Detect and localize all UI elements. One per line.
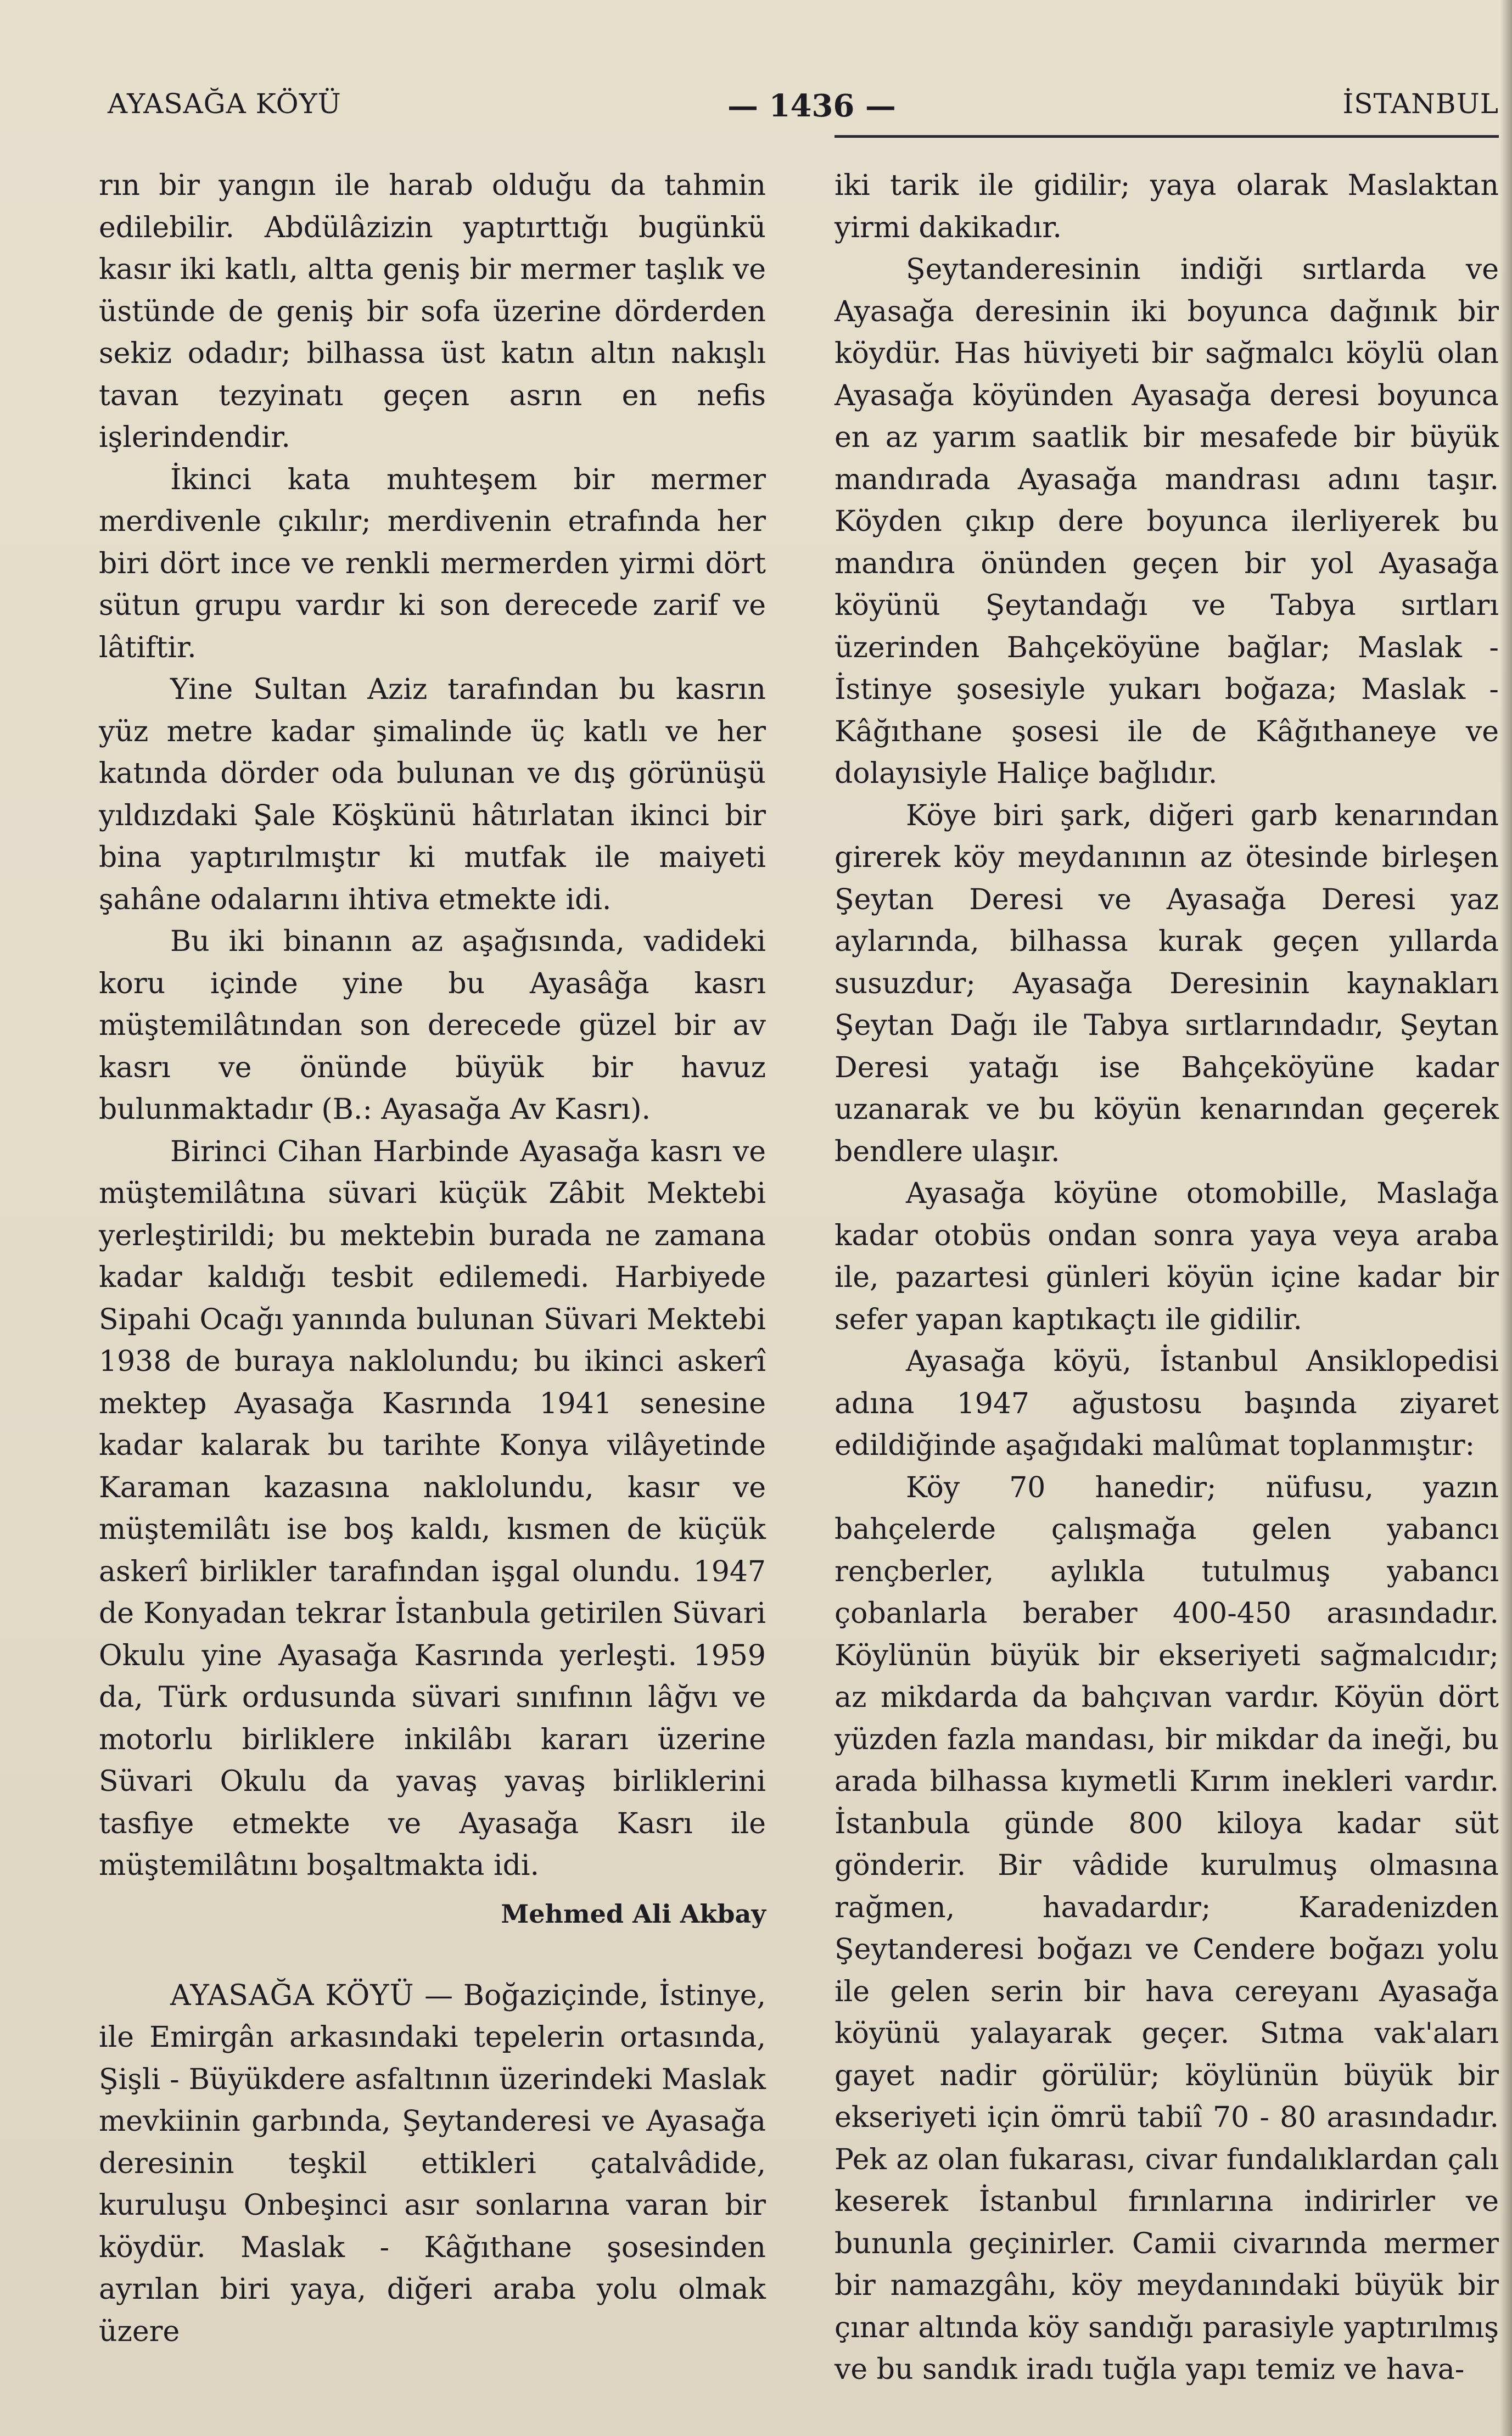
running-header [82,82,1499,132]
page-number: — 1436 — [727,88,896,124]
paragraph: iki tarik ile gidilir; yaya olarak Maslaktan yirmi dakikadır. [835,169,1499,244]
paragraph: Ayasağa köyü, İstanbul Ansiklopedisi adına 1947 ağustosu başında ziyaret edildiğinde aşağıdaki malûmat toplanmıştır: [835,1345,1499,1462]
paragraph: Şeytanderesinin indiği sırtlarda ve Ayasağa deresinin iki boyunca dağınık bir köydür. Has hüviyeti bir sağmalcı köylü olan Ayasağa köyünden Ayasağa deresi boyunca en az yarım saatlik bir mesafede bir büyük mandırada Ayasağa mandrası adını taşır. Köyden çıkıp dere boyunca ilerliyerek bu mandıra önünden geçen bir yol Ayasağa köyünü Şeytandağı ve Tabya sırtları üzerinden Bahçeköyüne bağlar; Maslak - İstinye şosesiyle yukarı boğaza; Maslak - Kâğıthane şosesi ile de Kâğıthaneye ve dolayısiyle Haliçe bağlıdır. [835,253,1499,790]
paragraph: Ayasağa köyüne otomobille, Maslağa kadar otobüs ondan sonra yaya veya araba ile, pazartesi günleri köyün içine kadar bir sefer yapan kaptıkaçtı ile gidilir. [835,1177,1499,1336]
entry-text: — Boğaziçinde, İstinye, ile Emirgân arkasındaki tepelerin ortasında, Şişli - Büyükdere asfaltının üzerindeki Maslak mevkiinin garbında, Şeytanderesi ve Ayasağa deresinin teşkil ettikleri çatalvâdide, kuruluşu Onbeşinci asır sonlarına varan bir köydür. Maslak - Kâğıthane şosesinden ayrılan biri yaya, diğeri araba yolu olmak üzere [99,1979,766,2348]
paragraph: Bu iki binanın az aşağısında, vadideki koru içinde yine bu Ayasâğa kasrı müştemilâtından son derecede güzel bir av kasrı ve önünde büyük bir havuz bulunmaktadır (B.: Ayasağa Av Kasrı). [99,925,766,1126]
right-column [835,165,1499,2391]
left-column [99,165,766,2353]
entry-paragraph [99,1975,766,2353]
paragraph: Yine Sultan Aziz tarafından bu kasrın yüz metre kadar şimalinde üç katlı ve her katında dörder oda bulunan ve dış görünüşü yıldızdaki Şale Köşkünü hâtırlatan ikinci bir bina yaptırılmıştır ki mutfak ile maiyeti şahâne odalarını ihtiva etmekte idi. [99,673,766,916]
paragraph: Köy 70 hanedir; nüfusu, yazın bahçelerde çalışmağa gelen yabancı rençberler, aylıkla tutulmuş yabancı çobanlarla beraber 400-450 arasındadır. Köylünün büyük bir ekseriyeti sağmalcıdır; az mikdarda da bahçıvan vardır. Köyün dört yüzden fazla mandası, bir mikdar da ineği, bu arada bilhassa kıymetli Kırım inekleri vardır. İstanbula günde 800 kiloya kadar süt gönderir. Bir vâdide kurulmuş olmasına rağmen, havadardır; Karadenizden Şeytanderesi boğazı ve Cendere boğazı yolu ile gelen serin bir hava cereyanı Ayasağa köyünü yalayarak geçer. Sıtma vak'aları gayet nadir görülür; köylünün büyük bir ekseriyeti için ömrü tabiî 70 - 80 arasındadır. Pek az olan fukarası, civar fundalıklardan çalı keserek İstanbul fırınlarına indirirler ve bununla geçinirler. Camii civarında mermer bir namazgâhı, köy meydanındaki büyük bir çınar altında köy sandığı parasiyle yaptırılmış ve bu sandık iradı tuğla yapı temiz ve hava- [835,1471,1499,2386]
paragraph: Köye biri şark, diğeri garb kenarından girerek köy meydanının az ötesinde birleşen Şeytan Deresi ve Ayasağa Deresi yaz aylarında, bilhassa kurak geçen yıllarda susuzdur; Ayasağa Deresinin kaynakları Şeytan Dağı ile Tabya sırtlarındadır, Şeytan Deresi yatağı ise Bahçeköyüne kadar uzanarak ve bu köyün kenarından geçerek bendlere ulaşır. [835,799,1499,1168]
header-left-title: AYASAĞA KÖYÜ [108,88,341,120]
paragraph: İkinci kata muhteşem bir mermer merdivenle çıkılır; merdivenin etrafında her biri dört ince ve renkli mermerden yirmi dört sütun grupu vardır ki son derecede zarif ve lâtiftir. [99,463,766,664]
paragraph: rın bir yangın ile harab olduğu da tahmin edilebilir. Abdülâzizin yaptırttığı bugünkü kasır iki katlı, altta geniş bir mermer taşlık ve üstünde de geniş bir sofa üzerine dörderden sekiz odadır; bilhassa üst katın altın nakışlı tavan tezyinatı geçen asrın en nefis işlerindendir. [99,169,766,454]
header-right-title: İSTANBUL [1342,88,1499,120]
author-signature: Mehmed Ali Akbay [501,1899,766,1929]
page-edge-shadow [1500,0,1512,2436]
paragraph: Birinci Cihan Harbinde Ayasağa kasrı ve müştemilâtına süvari küçük Zâbit Mektebi yerleştirildi; bu mektebin burada ne zamana kadar kaldığı tesbit edilemedi. Harbiyede Sipahi Ocağı yanında bulunan Süvari Mektebi 1938 de buraya naklolundu; bu ikinci askerî mektep Ayasağa Kasrında 1941 senesine kadar kalarak bu tarihte Konya vilâyetinde Karaman kazasına naklolundu, kasır ve müştemilâtı ise boş kaldı, kısmen de küçük askerî birlikler tarafından işgal olundu. 1947 de Konyadan tekrar İstanbula getirilen Süvari Okulu yine Ayasağa Kasrında yerleşti. 1959 da, Türk ordusunda süvari sınıfının lâğvı ve motorlu birliklere inkilâbı kararı üzerine Süvari Okulu da yavaş yavaş birliklerini tasfiye etmekte ve Ayasağa Kasrı ile müştemilâtını boşaltmakta idi. [99,1135,766,1882]
header-rule [835,135,1499,138]
entry-title: AYASAĞA KÖYÜ [170,1979,415,2012]
